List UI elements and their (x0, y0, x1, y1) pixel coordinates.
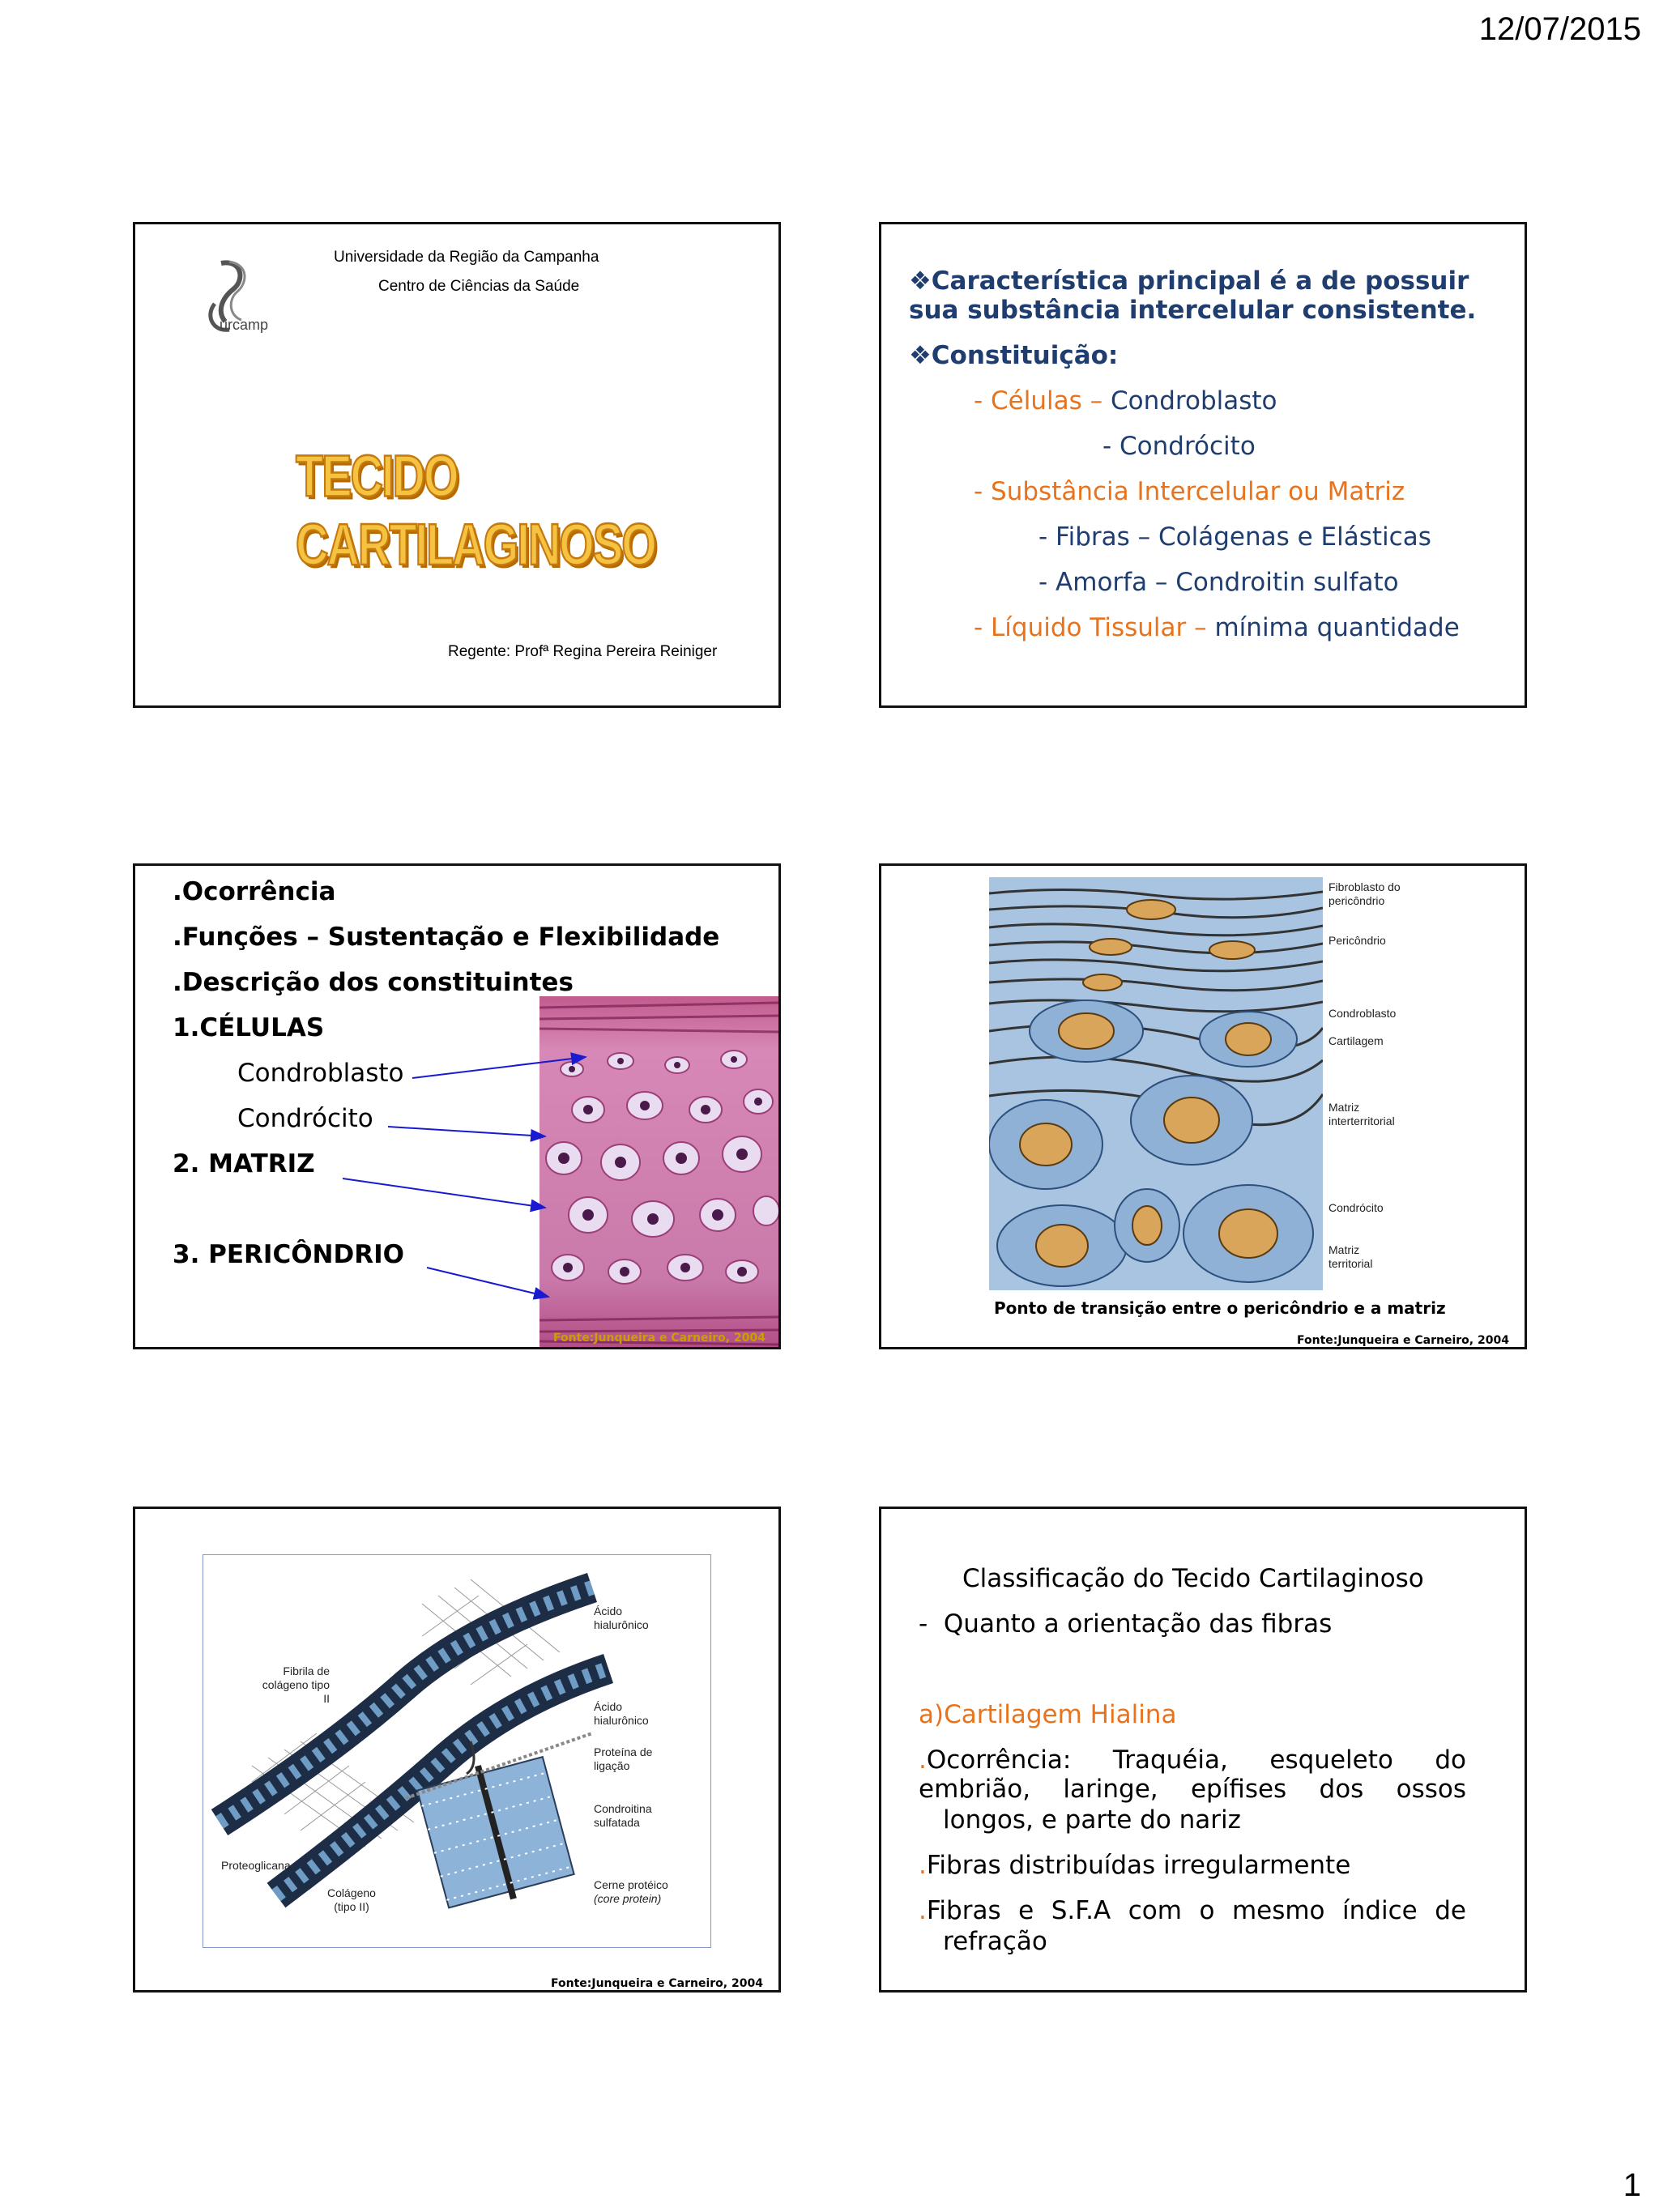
logo-text: urcamp (220, 317, 269, 333)
diamond-bullet-icon: ❖ (909, 341, 932, 370)
label-link-protein: Proteína de ligação (594, 1745, 653, 1772)
university-name: Universidade da Região da Campanha (334, 249, 599, 266)
label-core-protein: Cerne protéico (core protein) (594, 1878, 668, 1905)
item-matrix: 2. MATRIZ (173, 1149, 315, 1178)
slide-description (133, 863, 781, 1349)
slide-title-text: TECIDO CARTILAGINOSO (296, 442, 655, 578)
diamond-bullet-icon: ❖ (909, 266, 932, 296)
label-cartilage: Cartilagem (1328, 1034, 1384, 1047)
hyaline-cartilage-heading: a)Cartilagem Hialina (919, 1700, 1177, 1729)
bullet-characteristic-cont: sua substância intercelular consistente. (909, 296, 1477, 325)
page-date: 12/07/2015 (1478, 11, 1641, 47)
label-perichondrium: Pericôndrio (1328, 934, 1386, 947)
item-cells: 1.CÉLULAS (173, 1013, 325, 1042)
page-number: 1 (1623, 2167, 1641, 2203)
item-perichondrium: 3. PERICÔNDRIO (173, 1240, 404, 1269)
label-interterritorial-matrix: Matriz interterritorial (1328, 1101, 1395, 1127)
fibers-irregular: .Fibras distribuídas irregularmente (919, 1851, 1351, 1880)
slide-proteoglycan (133, 1507, 781, 1993)
label-hyaluronic-acid-1: Ácido hialurônico (594, 1605, 649, 1631)
classification-title: Classificação do Tecido Cartilaginoso (962, 1564, 1424, 1593)
occurrence-paragraph-last: longos, e parte do nariz (943, 1805, 1241, 1835)
item-chondroblast: Condroblasto (237, 1059, 404, 1088)
source-citation: Fonte:Junqueira e Carneiro, 2004 (553, 1332, 766, 1345)
item-occurrence: .Ocorrência (173, 877, 336, 906)
slide-characteristics (879, 222, 1527, 708)
label-fibroblast-perichondrium: Fibroblasto do pericôndrio (1328, 880, 1401, 907)
fibers-line: - Fibras – Colágenas e Elásticas (1038, 522, 1431, 552)
perichondrium-illustration (989, 877, 1323, 1290)
label-territorial-matrix: Matriz territorial (1328, 1243, 1373, 1270)
slide-classification (879, 1507, 1527, 1993)
item-functions: .Funções – Sustentação e Flexibilidade (173, 923, 720, 952)
item-chondrocyte: Condrócito (237, 1104, 373, 1133)
source-citation: Fonte:Junqueira e Carneiro, 2004 (551, 1977, 763, 1990)
occurrence-paragraph: .Ocorrência: Traquéia, esqueleto do embrião, laringe, epífises dos ossos (919, 1745, 1466, 1804)
label-hyaluronic-acid-2: Ácido hialurônico (594, 1700, 649, 1727)
slide-title (133, 222, 781, 708)
liquid-line: - Líquido Tissular – mínima quantidade (974, 613, 1460, 642)
refraction-paragraph: .Fibras e S.F.A com o mesmo índice de (919, 1896, 1466, 1925)
matrix-line: - Substância Intercelular ou Matriz (974, 477, 1405, 506)
slide-transition (879, 863, 1527, 1349)
label-chondrocyte: Condrócito (1328, 1201, 1384, 1214)
figure-caption: Ponto de transição entre o pericôndrio e a matriz (994, 1298, 1446, 1318)
center-name: Centro de Ciências da Saúde (378, 278, 580, 295)
label-collagen-type-ii: Colágeno (tipo II) (327, 1886, 376, 1913)
amorphous-line: - Amorfa – Condroitin sulfato (1038, 568, 1399, 597)
cells-chondrocyte: - Condrócito (1102, 432, 1256, 461)
label-collagen-fibril: Fibrila de colágeno tipo II (262, 1664, 330, 1705)
bullet-characteristic: ❖Característica principal é a de possuir (909, 266, 1469, 296)
regent-name: Regente: Profª Regina Pereira Reiniger (448, 643, 718, 660)
refraction-paragraph-last: refração (943, 1927, 1047, 1956)
bullet-constitution: ❖Constituição: (909, 341, 1119, 370)
classification-subtitle: - Quanto a orientação das fibras (919, 1609, 1333, 1639)
cells-line: - Células – Condroblasto (974, 386, 1277, 416)
label-proteoglycan: Proteoglicana (221, 1859, 291, 1872)
urcamp-logo (197, 255, 278, 336)
item-description: .Descrição dos constituintes (173, 968, 574, 997)
source-citation: Fonte:Junqueira e Carneiro, 2004 (1297, 1334, 1509, 1347)
label-chondroitin-sulfate: Condroitina sulfatada (594, 1802, 652, 1829)
label-chondroblast: Condroblasto (1328, 1007, 1397, 1020)
